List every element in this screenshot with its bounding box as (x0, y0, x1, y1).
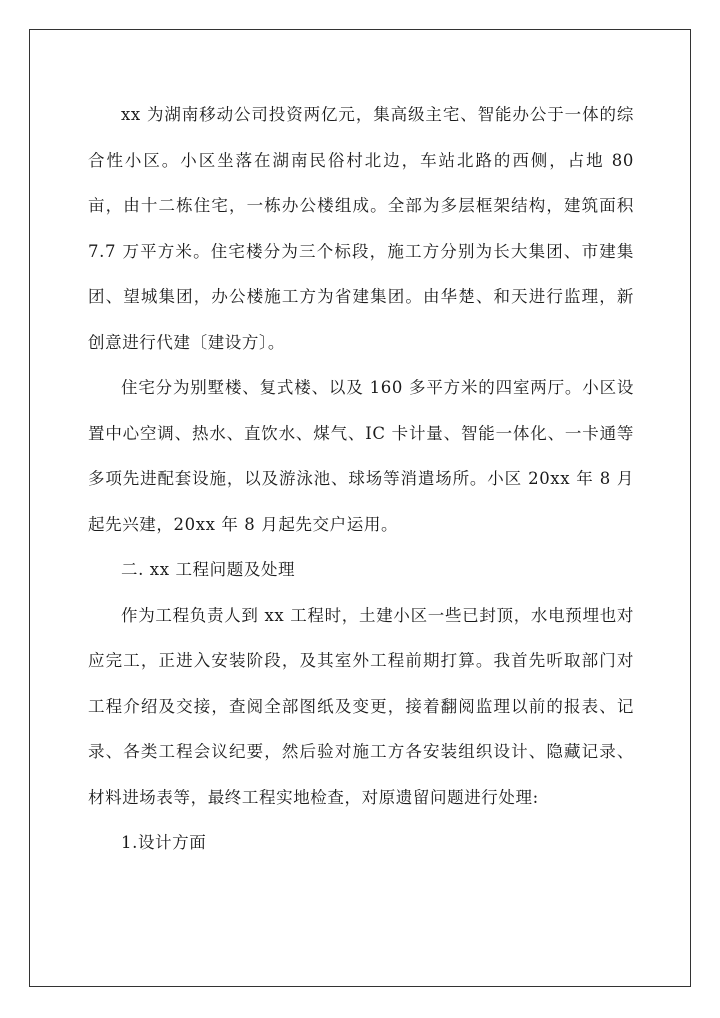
paragraph-project-overview: xx 为湖南移动公司投资两亿元，集高级主宅、智能办公于一体的综合性小区。小区坐落在湖南民俗村北边，车站北路的西侧，占地 80 亩，由十二栋住宅，一栋办公楼组成。全部为多层框架结构，建筑面积 7.7 万平方米。住宅楼分为三个标段，施工方分别为长大集团、市建集团、望城集团，办公楼施工方为省建集团。由华楚、和天进行监理，新创意进行代建〔建设方〕。 (88, 105, 634, 352)
paragraph-handover-process: 作为工程负责人到 xx 工程时，土建小区一些已封顶，水电预埋也对应完工，正进入安装阶段，及其室外工程前期打算。我首先听取部门对工程介绍及交接，查阅全部图纸及变更，接着翻阅监理以前的报表、记录、各类工程会议纪要，然后验对施工方各安装组织设计、隐藏记录、材料进场表等，最终工程实地检查，对原遗留问题进行处理: (88, 605, 634, 807)
section-heading-issues: 二. xx 工程问题及处理 (121, 560, 296, 579)
subsection-heading-design: 1.设计方面 (121, 833, 207, 852)
document-body (88, 92, 634, 866)
paragraph-residential-facilities: 住宅分为别墅楼、复式楼、以及 160 多平方米的四室两厅。小区设置中心空调、热水、直饮水、煤气、IC 卡计量、智能一体化、一卡通等多项先进配套设施，以及游泳池、球场等消遣场所。小区 20xx 年 8 月起先兴建，20xx 年 8 月起先交户运用。 (88, 378, 634, 534)
